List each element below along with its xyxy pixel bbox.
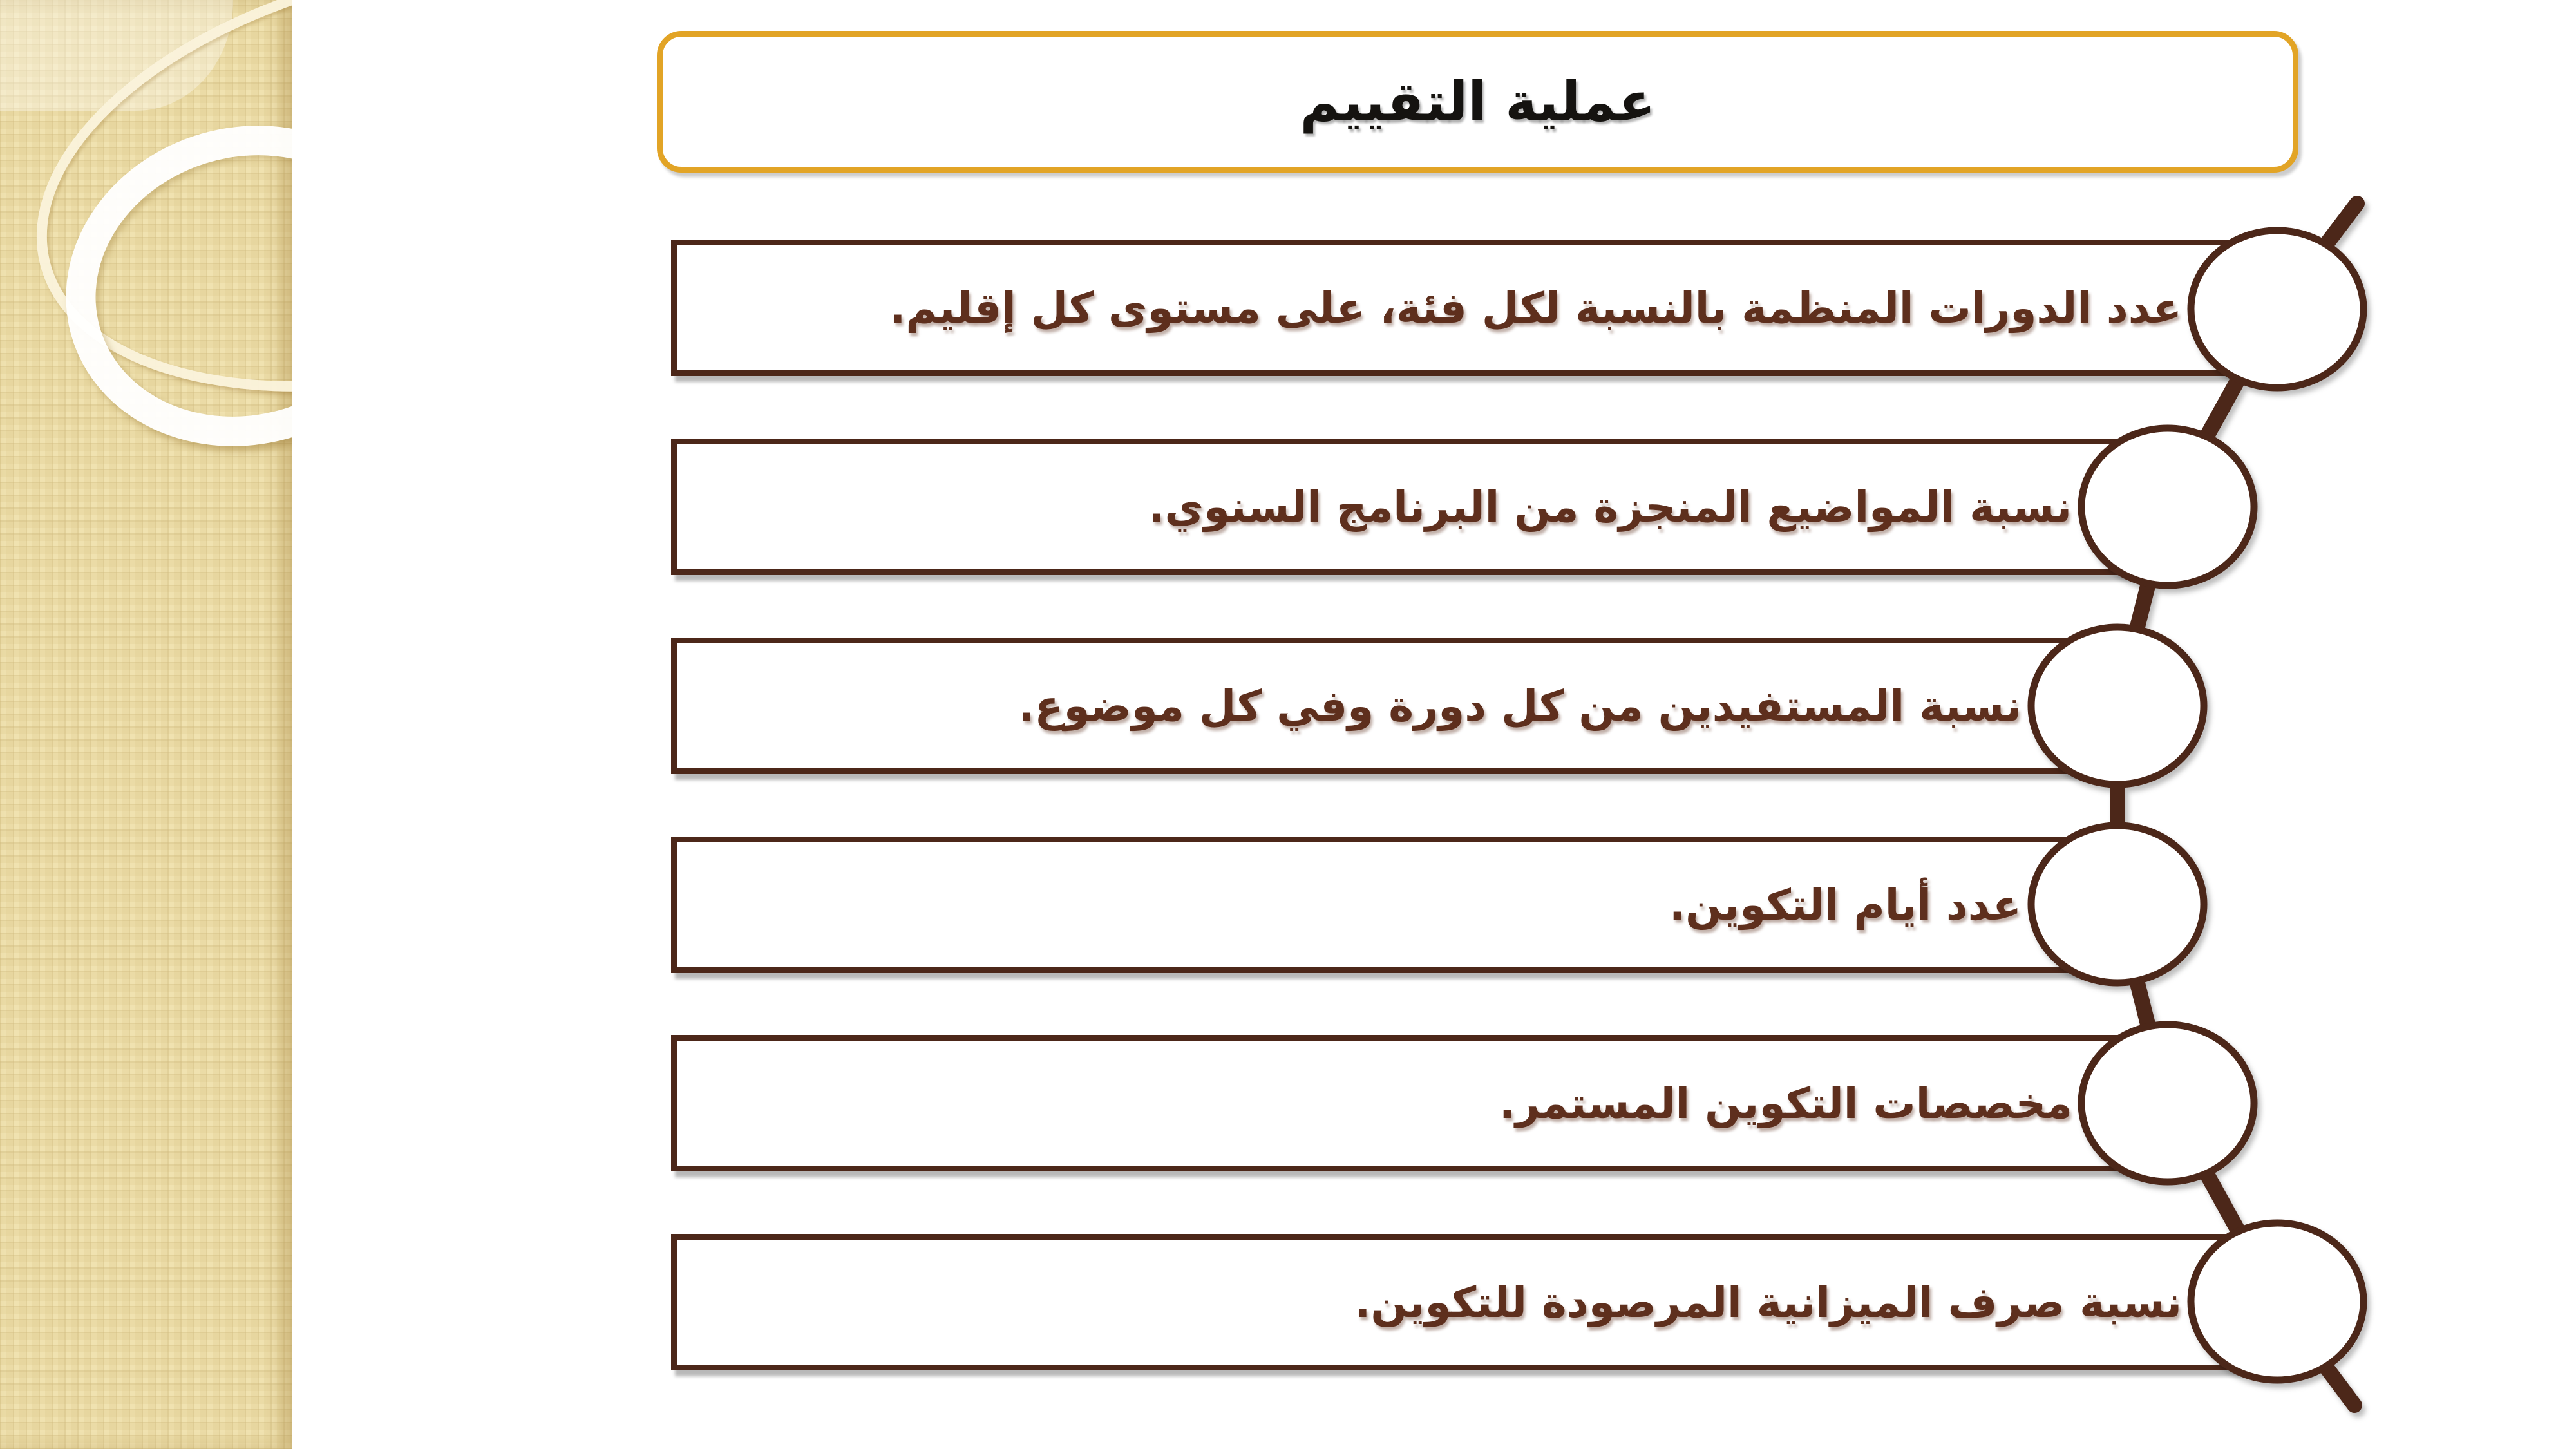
connector-line <box>2117 204 2357 1405</box>
slide-title-text: عملية التقييم <box>1300 70 1656 133</box>
step-box-3 <box>671 638 2121 774</box>
step-box-3-text: نسبة المستفيدين من كل دورة وفي كل موضوع. <box>1018 681 2022 731</box>
sidebar-decoration <box>0 0 292 1449</box>
step-box-5-text: مخصصات التكوين المستمر. <box>1499 1078 2072 1128</box>
step-box-4 <box>671 837 2121 973</box>
slide-title-box <box>657 31 2298 173</box>
step-box-6 <box>671 1234 2281 1370</box>
step-box-6-text: نسبة صرف الميزانية المرصودة للتكوين. <box>1354 1277 2182 1327</box>
step-box-1-text: عدد الدورات المنظمة بالنسبة لكل فئة، على مستوى كل إقليم. <box>889 283 2182 333</box>
step-box-5 <box>671 1035 2172 1171</box>
step-box-2 <box>671 439 2171 575</box>
step-box-1 <box>671 240 2281 376</box>
step-box-2-text: نسبة المواضيع المنجزة من البرنامج السنوي. <box>1148 482 2072 532</box>
step-box-4-text: عدد أيام التكوين. <box>1669 880 2022 930</box>
